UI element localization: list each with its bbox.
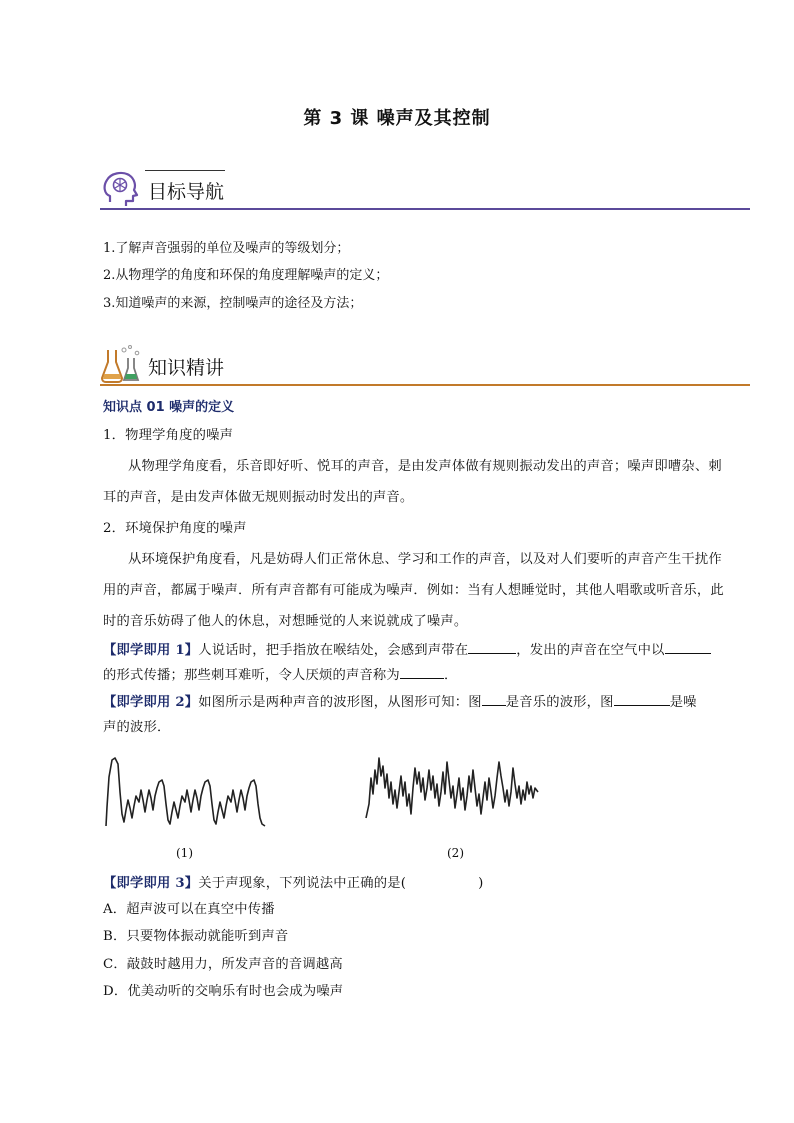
section-rule-goals: [100, 208, 750, 210]
header-top-line: [145, 170, 225, 171]
section-header-goals: [100, 170, 750, 210]
question-3-stem: 【即学即用 3】关于声现象，下列说法中正确的是( ): [103, 876, 484, 891]
para-env-line1: 从环境保护角度看，凡是妨碍人们正常休息、学习和工作的声音，以及对人们要听的声音产生干扰作: [128, 552, 722, 567]
section-heading-goals: 目标导航: [148, 181, 225, 203]
goal-item-2: 2.从物理学的角度和环保的角度理解噪声的定义；: [103, 268, 389, 283]
flask-icon: [100, 344, 144, 384]
question-3-tag: 【即学即用 3】: [103, 876, 199, 891]
goal-item-3: 3.知道噪声的来源，控制噪声的途径及方法；: [103, 296, 363, 311]
blank-field[interactable]: [482, 693, 506, 706]
figure-caption-1: (1): [176, 846, 193, 860]
subheading-environment: 2．环境保护角度的噪声: [103, 521, 247, 536]
option-a: A．超声波可以在真空中传播: [103, 902, 275, 917]
option-b: B．只要物体振动就能听到声音: [103, 929, 289, 944]
question-1-line2: 的形式传播；那些刺耳难听，令人厌烦的声音称为 ．: [103, 668, 458, 683]
question-2-tag: 【即学即用 2】: [103, 695, 199, 710]
section-rule-knowledge: [100, 384, 750, 386]
question-1-tag: 【即学即用 1】: [103, 643, 199, 658]
option-c: C．敲鼓时越用力，所发声音的音调越高: [103, 957, 343, 972]
waveform-noise: [364, 748, 542, 824]
blank-field[interactable]: [468, 641, 516, 654]
figure-caption-2: (2): [447, 846, 464, 860]
subheading-physics: 1．物理学角度的噪声: [103, 428, 234, 443]
head-brain-icon: [100, 168, 144, 208]
goal-item-1: 1.了解声音强弱的单位及噪声的等级划分；: [103, 241, 350, 256]
para-env-line2: 用的声音，都属于噪声．所有声音都有可能成为噪声．例如：当有人想睡觉时，其他人唱歌或听音乐，此: [103, 583, 724, 598]
question-1-line1: 【即学即用 1】人说话时，把手指放在喉结处，会感到声带在 ，发出的声音在空气中以: [103, 641, 711, 659]
page-title: 第 3 课 噪声及其控制: [303, 108, 491, 129]
para-physics-line1: 从物理学角度看，乐音即好听、悦耳的声音，是由发声体做有规则振动发出的声音；噪声即嘈杂、刺: [128, 459, 722, 474]
option-d: D．优美动听的交响乐有时也会成为噪声: [103, 984, 344, 999]
para-physics-line2: 耳的声音，是由发声体做无规则振动时发出的声音。: [103, 490, 414, 505]
section-header-knowledge: [100, 346, 750, 386]
question-2-line2: 声的波形．: [103, 720, 171, 735]
waveform-music: [104, 752, 270, 830]
blank-field[interactable]: [400, 666, 444, 679]
section-heading-knowledge: 知识精讲: [148, 357, 225, 379]
blank-field[interactable]: [665, 641, 711, 654]
blank-field[interactable]: [614, 693, 670, 706]
question-2-line1: 【即学即用 2】如图所示是两种声音的波形图，从图形可知：图 是音乐的波形，图 是噪: [103, 695, 697, 710]
knowledge-point-title: 知识点 01 噪声的定义: [103, 400, 235, 415]
para-env-line3: 时的音乐妨碍了他人的休息，对想睡觉的人来说就成了噪声。: [103, 614, 468, 629]
